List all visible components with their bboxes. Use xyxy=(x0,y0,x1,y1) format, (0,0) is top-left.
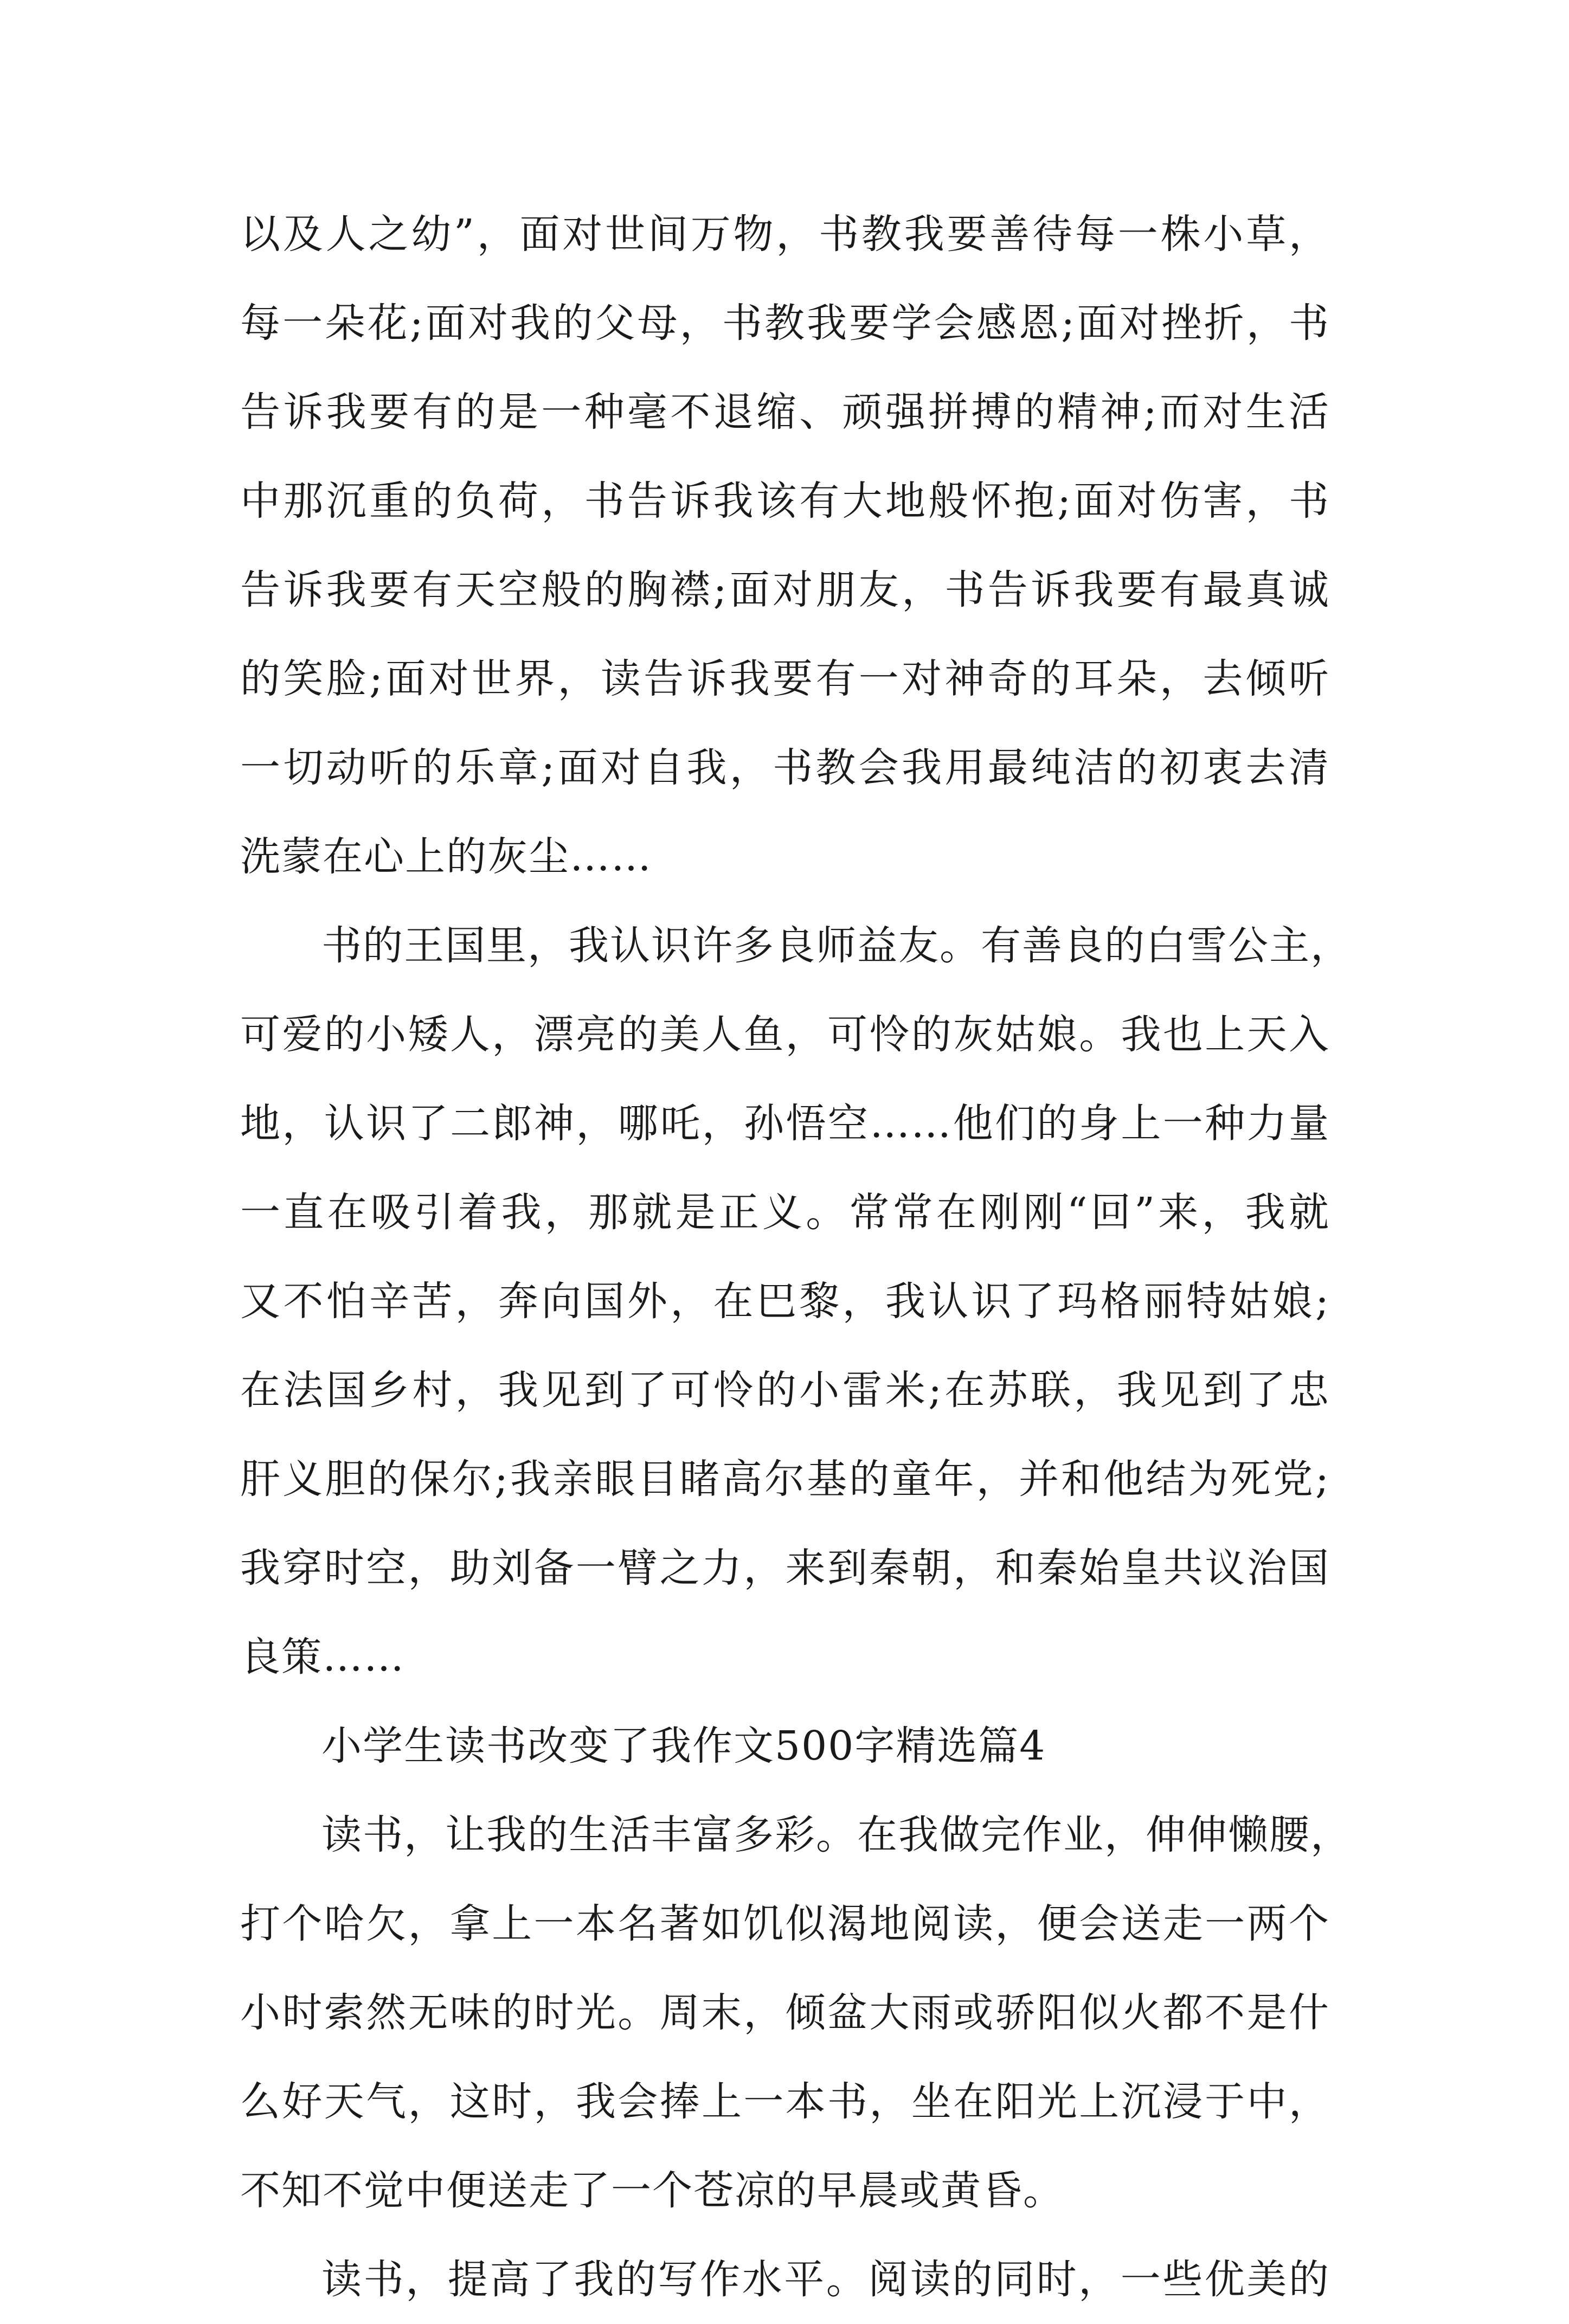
section-heading: 小学生读书改变了我作文500字精选篇4 xyxy=(321,1723,1046,1769)
paragraph-2-line-6: 在法国乡村，我见到了可怜的小雷米;在苏联，我见到了忠 xyxy=(240,1367,1330,1414)
paragraph-1-line-4: 中那沉重的负荷，书告诉我该有大地般怀抱;面对伤害，书 xyxy=(240,478,1330,524)
paragraph-1-line-8: 洗蒙在心上的灰尘…… xyxy=(240,833,652,880)
paragraph-1-line-5: 告诉我要有天空般的胸襟;面对朋友，书告诉我要有最真诚 xyxy=(240,567,1330,613)
paragraph-1-line-3: 告诉我要有的是一种毫不退缩、顽强拼搏的精神;而对生活 xyxy=(240,389,1330,435)
paragraph-1-line-6: 的笑脸;面对世界，读告诉我要有一对神奇的耳朵，去倾听 xyxy=(240,656,1330,702)
paragraph-3-line-2: 打个哈欠，拿上一本名著如饥似渴地阅读，便会送走一两个 xyxy=(240,1901,1330,1947)
paragraph-3-line-3: 小时索然无味的时光。周末，倾盆大雨或骄阳似火都不是什 xyxy=(240,1989,1330,2036)
paragraph-4-line-1: 读书，提高了我的写作水平。阅读的同时，一些优美的 xyxy=(321,2256,1330,2303)
paragraph-3-line-5: 不知不觉中便送走了一个苍凉的早晨或黄昏。 xyxy=(240,2167,1064,2214)
paragraph-2-line-3: 地，认识了二郎神，哪吒，孙悟空……他们的身上一种力量 xyxy=(240,1100,1330,1147)
paragraph-2-line-7: 肝义胆的保尔;我亲眼目睹高尔基的童年，并和他结为死党; xyxy=(240,1456,1330,1503)
paragraph-1-line-1: 以及人之幼”，面对世间万物，书教我要善待每一株小草， xyxy=(240,211,1330,258)
paragraph-2-line-1: 书的王国里，我认识许多良师益友。有善良的白雪公主， xyxy=(321,922,1352,969)
paragraph-2-line-8: 我穿时空，助刘备一臂之力，来到秦朝，和秦始皇共议治国 xyxy=(240,1545,1330,1591)
paragraph-3-line-1: 读书，让我的生活丰富多彩。在我做完作业，伸伸懒腰， xyxy=(321,1812,1352,1858)
paragraph-2-line-5: 又不怕辛苦，奔向国外，在巴黎，我认识了玛格丽特姑娘; xyxy=(240,1278,1330,1325)
paragraph-2-line-4: 一直在吸引着我，那就是正义。常常在刚刚“回”来，我就 xyxy=(240,1189,1330,1236)
paragraph-3-line-4: 么好天气，这时，我会捧上一本书，坐在阳光上沉浸于中， xyxy=(240,2078,1330,2125)
paragraph-2-line-9: 良策…… xyxy=(240,1634,405,1680)
paragraph-1-line-7: 一切动听的乐章;面对自我，书教会我用最纯洁的初衷去清 xyxy=(240,744,1330,791)
paragraph-2-line-2: 可爱的小矮人，漂亮的美人鱼，可怜的灰姑娘。我也上天入 xyxy=(240,1011,1330,1058)
paragraph-1-line-2: 每一朵花;面对我的父母，书教我要学会感恩;面对挫折，书 xyxy=(240,300,1330,346)
body-text xyxy=(240,190,1352,2324)
